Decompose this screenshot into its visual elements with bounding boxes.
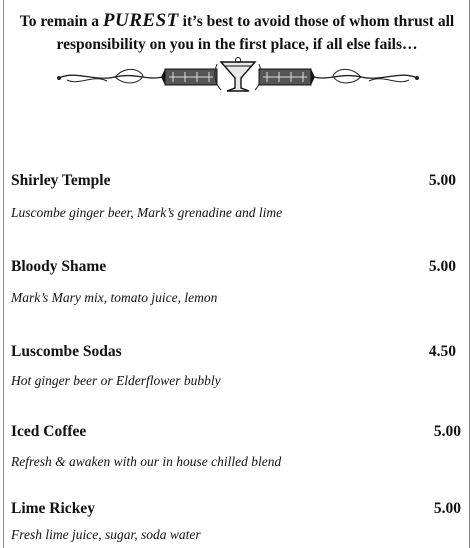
- menu-item-description: Refresh & awaken with our in house chilled blend: [11, 454, 282, 469]
- menu-item-price: 5.00: [433, 500, 461, 517]
- menu-item-price: 5.00: [428, 258, 456, 275]
- header-emphasis: PUREST: [102, 10, 179, 31]
- menu-item-description: Luscombe ginger beer, Mark’s grenadine and lime: [11, 205, 283, 220]
- menu-item-description: Mark’s Mary mix, tomato juice, lemon: [11, 290, 218, 305]
- menu-item-name: Shirley Temple: [11, 172, 111, 189]
- menu-item-description: Hot ginger beer or Elderflower bubbly: [11, 373, 221, 388]
- cocktail-glass-ornament-icon: [55, 56, 421, 96]
- menu-item-price: 5.00: [428, 172, 456, 189]
- menu-header: [0, 9, 474, 56]
- menu-item-name: Iced Coffee: [11, 423, 87, 440]
- menu-item-name: Bloody Shame: [11, 258, 107, 275]
- menu-item-price: 4.50: [428, 343, 456, 360]
- menu-item-price: 5.00: [433, 423, 461, 440]
- header-line-2: responsibility on you in the first place, if all else fails…: [56, 36, 418, 53]
- menu-item-name: Luscombe Sodas: [11, 343, 122, 360]
- menu-item-name: Lime Rickey: [11, 500, 95, 517]
- header-line-1: To remain a PUREST it’s best to avoid those of whom thrust all: [19, 10, 455, 31]
- menu-item-description: Fresh lime juice, sugar, soda water: [11, 527, 201, 542]
